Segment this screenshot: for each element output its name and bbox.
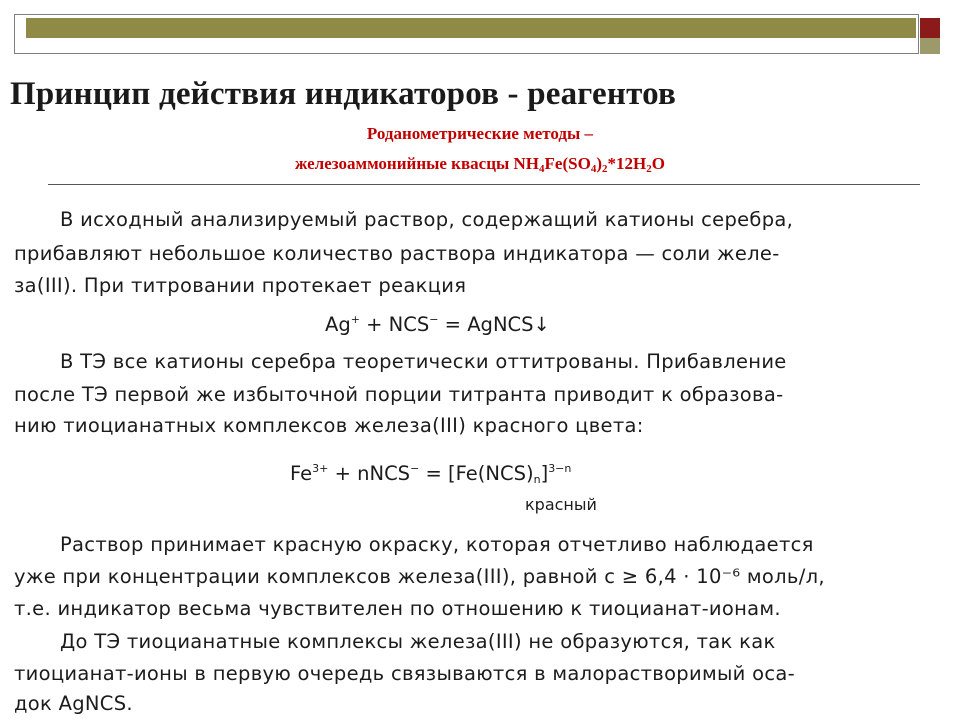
equation-2 (290, 462, 571, 486)
formula-sub: 4 (590, 163, 597, 175)
equation-1 (325, 313, 550, 336)
eq-text: Ag (325, 313, 351, 336)
eq-sub: n (533, 473, 541, 486)
eq-charge: + (350, 313, 360, 326)
subtitle-line-1: Роданометрические методы – (366, 124, 594, 143)
eq-text: + NCS (359, 313, 430, 336)
eq-charge: − (429, 313, 439, 326)
slide-title: Принцип действия индикаторов - реагентов (10, 76, 676, 112)
paragraph-2-line-2: после ТЭ первой же избыточной порции титранта приводит к образова- (14, 383, 784, 406)
eq-charge: 3+ (312, 462, 329, 475)
eq-text: NCS (369, 462, 411, 485)
formula-sub: 2 (646, 163, 652, 175)
eq-text: ] (540, 462, 549, 485)
paragraph-1-line-3: за(III). При титровании протекает реакция (14, 274, 467, 297)
paragraph-4-line-3: док AgNCS. (14, 692, 133, 715)
paragraph-1-line-1: В исходный анализируемый раствор, содержащий катионы серебра, (60, 208, 794, 231)
eq-text: + n (328, 462, 370, 485)
formula-text: *12H (607, 154, 647, 173)
paragraph-4-line-1: До ТЭ тиоцианатные комплексы железа(III) не образуются, так как (60, 630, 776, 653)
corner-square-red (920, 18, 940, 38)
eq-charge: 3−n (548, 462, 572, 475)
corner-square-olive (920, 38, 940, 54)
header-divider (48, 184, 920, 185)
equation-2-caption: красный (525, 495, 597, 514)
paragraph-3-line-1: Раствор принимает красную окраску, которая отчетливо наблюдается (60, 533, 814, 556)
paragraph-1-line-2: прибавляют небольшое количество раствора индикатора — соли желе- (14, 242, 780, 265)
formula-text: ) (596, 154, 602, 173)
paragraph-4-line-2: тиоцианат-ионы в первую очередь связываются в малорастворимый оса- (14, 662, 795, 685)
formula-text: O (651, 154, 665, 173)
formula-sub: 2 (601, 163, 608, 175)
paragraph-2-line-1: В ТЭ все катионы серебра теоретически оттитрованы. Прибавление (60, 350, 787, 373)
eq-charge: − (410, 462, 420, 475)
subtitle-line-2 (0, 154, 960, 175)
eq-text: = AgNCS↓ (438, 313, 550, 336)
formula-text: Fe(SO (544, 154, 591, 173)
paragraph-2-line-3: нию тиоцианатных комплексов железа(III) красного цвета: (14, 414, 644, 437)
paragraph-3-line-3: т.е. индикатор весьма чувствителен по отношению к тиоцианат-ионам. (14, 597, 781, 620)
eq-text: Fe (290, 462, 313, 485)
header-band (26, 18, 916, 38)
subtitle-prefix: железоаммонийные квасцы NH (295, 154, 540, 173)
paragraph-3-line-2: уже при концентрации комплексов железа(III), равной c ≥ 6,4 · 10⁻⁶ моль/л, (14, 565, 825, 588)
eq-text: = [Fe(NCS) (419, 462, 534, 485)
formula-sub: 4 (539, 163, 545, 175)
